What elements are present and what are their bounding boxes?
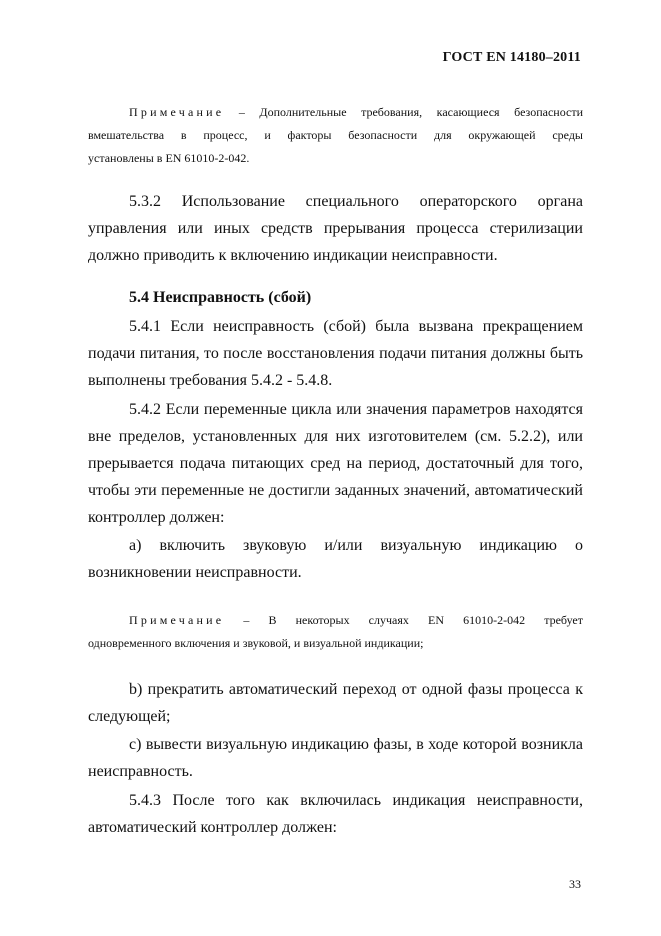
paragraph-line: 5.4.3 После того как включилась индикация неисправности, [129, 792, 583, 809]
section-heading-5-4 [88, 284, 583, 311]
standard-designation: ГОСТ EN 14180–2011 [442, 50, 581, 65]
paragraph-line: подачи питания, то после восстановления подачи питания должны быть [88, 345, 583, 362]
list-item-line: неисправность. [88, 763, 193, 780]
note-label: Примечание [129, 613, 225, 627]
paragraph-5-4-3 [88, 787, 583, 841]
paragraph-5-4-2 [88, 396, 583, 531]
note-additional-requirements [88, 101, 583, 170]
list-item-line: следующей; [88, 708, 171, 725]
note-line: вмешательства в процесс, и факторы безопасности для окружающей среды [88, 128, 583, 142]
paragraph-line: контроллер должен: [88, 509, 225, 526]
paragraph-line: выполнены требования 5.4.2 - 5.4.8. [88, 372, 333, 389]
list-item-a [88, 532, 583, 586]
note-line: Примечание – В некоторых случаях EN 61010-2-042 требует [129, 613, 583, 627]
paragraph-line: должно приводить к включению индикации неисправности. [88, 247, 498, 264]
list-item-b [88, 676, 583, 730]
note-simultaneous-indication [88, 609, 583, 655]
list-item-line: возникновении неисправности. [88, 564, 302, 581]
paragraph-line: 5.3.2 Использование специального операторского органа [129, 193, 583, 210]
list-item-c [88, 731, 583, 785]
note-line: установлены в EN 61010-2-042. [88, 151, 250, 165]
paragraph-line: автоматический контроллер должен: [88, 819, 337, 836]
paragraph-line: 5.4.1 Если неисправность (сбой) была вызвана прекращением [129, 318, 583, 335]
list-item-line: а) включить звуковую и/или визуальную индикацию о [129, 537, 583, 554]
list-item-line: b) прекратить автоматический переход от одной фазы процесса к [129, 681, 583, 698]
paragraph-line: чтобы эти переменные не достигли заданных значений, автоматический [88, 482, 583, 499]
list-item-line: c) вывести визуальную индикацию фазы, в ходе которой возникла [129, 736, 583, 753]
page-number: 33 [569, 877, 581, 891]
note-line: одновременного включения и звуковой, и визуальной индикации; [88, 636, 424, 650]
paragraph-line: управления или иных средств прерывания процесса стерилизации [88, 220, 583, 237]
paragraph-line: 5.4.2 Если переменные цикла или значения параметров находятся [129, 401, 583, 418]
heading-text: 5.4 Неисправность (сбой) [129, 289, 312, 306]
paragraph-5-4-1 [88, 313, 583, 394]
note-line: Примечание – Дополнительные требования, касающиеся безопасности [129, 105, 584, 119]
paragraph-line: вне пределов, установленных для них изготовителем (см. 5.2.2), или [88, 428, 583, 445]
paragraph-5-3-2 [88, 188, 583, 269]
paragraph-line: прерывается подача питающих сред на период, достаточный для того, [88, 455, 583, 472]
note-label: Примечание [129, 105, 225, 119]
